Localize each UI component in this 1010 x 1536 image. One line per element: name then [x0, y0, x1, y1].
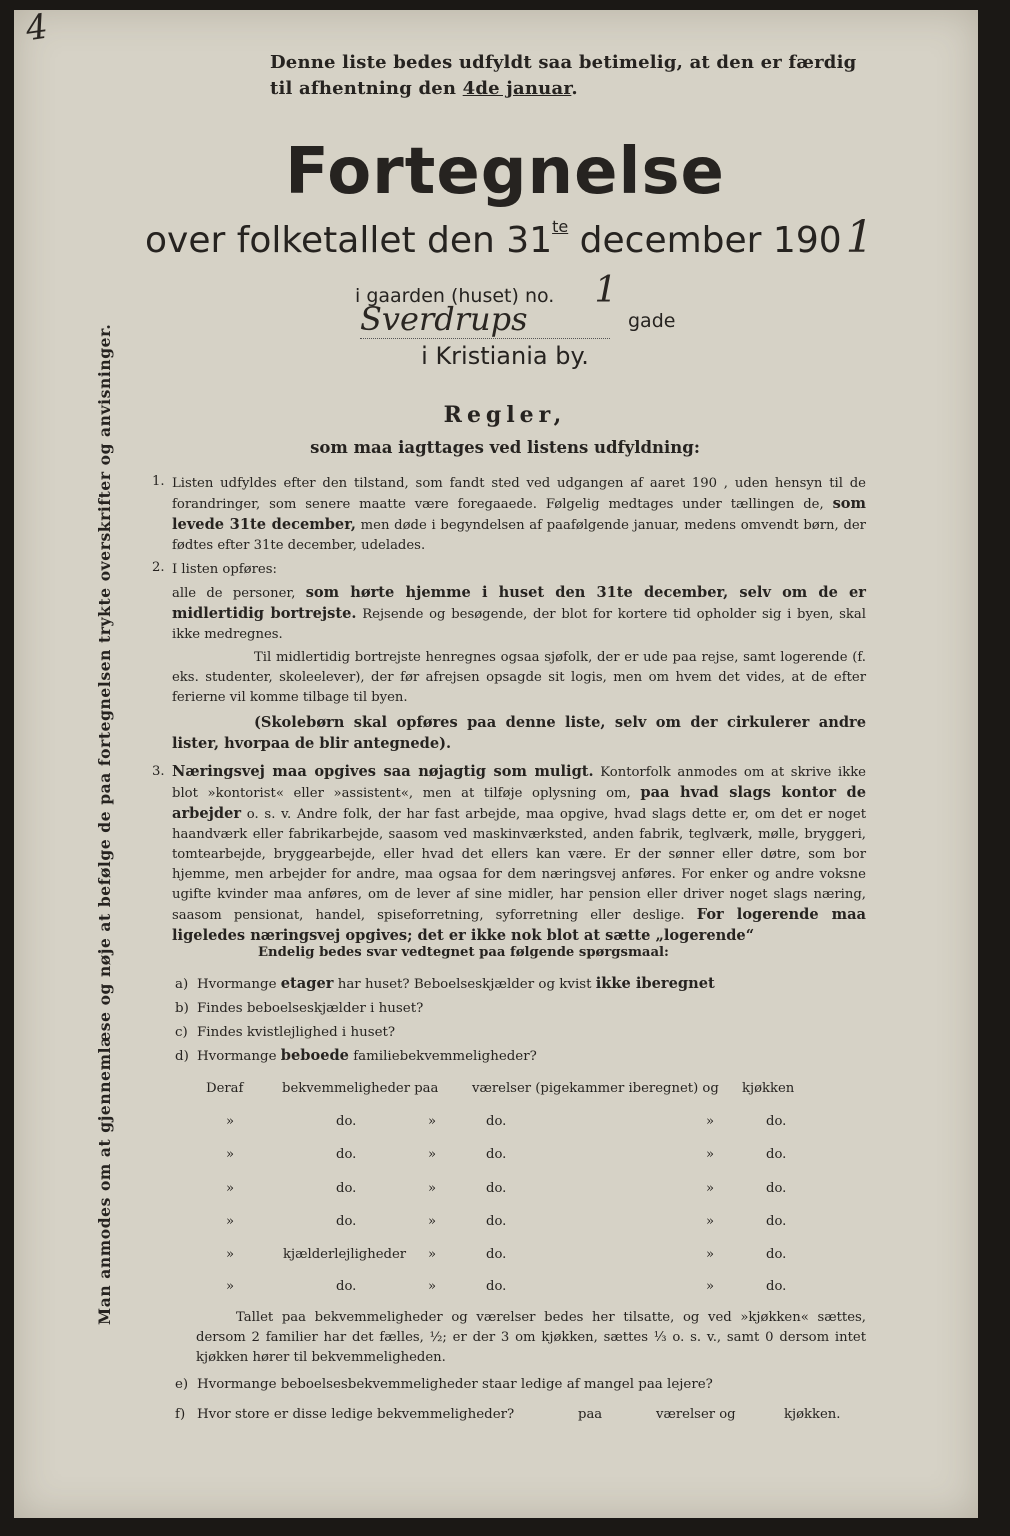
question-a-mid: har huset? Beboelseskjælder og kvist	[333, 977, 596, 992]
rule-1-text	[172, 474, 866, 556]
row-5-kjaelder: kjælderlejligheder	[283, 1247, 407, 1262]
page-title: Fortegnelse	[285, 135, 725, 209]
row-1-do-3: do.	[766, 1114, 787, 1129]
row-3-do-1: do.	[336, 1181, 357, 1196]
rules-title: Regler,	[443, 402, 567, 428]
subtitle-sup: te	[552, 217, 569, 236]
question-c-text: Findes kvistlejlighed i huset?	[197, 1025, 396, 1040]
table-header-deraf: Deraf	[206, 1081, 244, 1096]
question-f-kjokken: kjøkken.	[784, 1407, 841, 1422]
rule-2-number: 2.	[152, 560, 165, 575]
question-f-label: f)	[175, 1407, 186, 1422]
row-6-mark-1: »	[226, 1279, 235, 1294]
question-d-bold: beboede	[280, 1047, 349, 1064]
question-f-text: Hvor store er disse ledige bekvemmeligheder?	[197, 1407, 515, 1422]
row-6-do-3: do.	[766, 1279, 787, 1294]
rule-3-part-a: Kontorfolk anmodes om at skrive ikke blot »kontorist« eller »assistent«, men at tilføje oplysning om,	[172, 765, 866, 801]
table-header-vaerelser: værelser (pigekammer iberegnet) og	[472, 1081, 719, 1096]
row-4-do-2: do.	[486, 1214, 507, 1229]
row-6-do-2: do.	[486, 1279, 507, 1294]
questions-title: Endelig bedes svar vedtegnet paa følgende spørgsmaal:	[258, 945, 669, 960]
question-b-label: b)	[175, 1001, 189, 1016]
rule-3-part-b: o. s. v. Andre folk, der har fast arbejde, maa opgive, hvad slags dette er, om det er noget haandværk eller fabrikarbejde, saasom ved maskinværksted, anden fabrik, teglværk, mølle, bryggeri, tomtearbejde, bryggearbejde, eller hvad det ellers kan være. Er der sønner eller døtre, som bor hjemme, men arbejder for andre, maa ogsaa for dem næringsvej anføres. For enker og andre voksne ugifte kvinder maa anføres, om de lever af sine midler, har pension eller driver noget slags næring, saasom pensionat, handel, spiseforretning, syforretning eller deslige.	[172, 807, 866, 923]
row-6-mark-2: »	[428, 1279, 437, 1294]
header-note-end: .	[571, 78, 578, 99]
rule-1-bold: som levede 31te december,	[172, 495, 866, 533]
row-4-mark-1: »	[226, 1214, 235, 1229]
row-2-do-3: do.	[766, 1147, 787, 1162]
rule-2-bold: som hørte hjemme i huset den 31te december, selv om de er midlertidig bortrejste.	[172, 584, 866, 622]
row-1-mark-2: »	[428, 1114, 437, 1129]
city-line: i Kristiania by.	[421, 342, 589, 370]
rules-subtitle: som maa iagttages ved listens udfyldning:	[310, 438, 700, 457]
street-line	[360, 300, 690, 340]
handwritten-year: 1	[845, 212, 874, 263]
house-number-value: 1	[594, 270, 618, 311]
question-e-label: e)	[175, 1377, 189, 1392]
question-d-pre: Hvormange	[197, 1049, 281, 1064]
page-number-mark: 4	[23, 6, 51, 50]
header-note-date: 4de januar	[462, 78, 572, 99]
side-note: Man anmodes om at gjennemlæse og nøje at befølge de paa fortegnelsen trykte overskrifter og anvisninger.	[95, 323, 114, 1325]
rule-2-part-b: Rejsende og besøgende, der blot for kortere tid opholder sig i byen, skal ikke medregnes.	[172, 607, 866, 642]
row-2-mark-2: »	[428, 1147, 437, 1162]
question-d	[175, 1047, 537, 1064]
rule-3-bold-2: paa hvad slags kontor de arbejder	[172, 784, 867, 822]
row-5-mark-3: »	[706, 1247, 715, 1262]
row-4-do-3: do.	[766, 1214, 787, 1229]
row-3-do-2: do.	[486, 1181, 507, 1196]
page-subtitle	[145, 212, 874, 263]
subtitle-middle: december 190	[568, 220, 842, 261]
question-f-paa: paa	[578, 1407, 603, 1422]
question-a	[175, 975, 715, 992]
question-b	[175, 1001, 423, 1016]
row-1-mark-3: »	[706, 1114, 715, 1129]
rule-1-number: 1.	[152, 474, 165, 489]
row-3-mark-2: »	[428, 1181, 437, 1196]
row-1-do-1: do.	[336, 1114, 357, 1129]
row-4-do-1: do.	[336, 1214, 357, 1229]
question-e-text: Hvormange beboelsesbekvemmeligheder staar ledige af mangel paa lejere?	[197, 1377, 713, 1392]
row-2-do-2: do.	[486, 1147, 507, 1162]
table-note: Tallet paa bekvemmeligheder og værelser bedes her tilsatte, og ved »kjøkken« sættes, dersom 2 familier har det fælles, ½; er der 3 om kjøkken, sættes ⅓ o. s. v., samt 0 dersom intet kjøkken hører til bekvemmeligheden.	[196, 1310, 866, 1365]
row-2-do-1: do.	[336, 1147, 357, 1162]
street-name: Sverdrups	[360, 300, 610, 339]
rule-1-part-a: Listen udfyldes efter den tilstand, som fandt sted ved udgangen af aaret 190 , uden hensyn til de forandringer, som senere maatte være foregaaede. Følgelig medtages under tællingen de,	[172, 476, 866, 512]
row-2-mark-3: »	[706, 1147, 715, 1162]
rule-2-part-a: alle de personer,	[172, 586, 306, 601]
question-c	[175, 1025, 395, 1040]
row-6-do-1: do.	[336, 1279, 357, 1294]
row-1-mark-1: »	[226, 1114, 235, 1129]
question-d-label: d)	[175, 1049, 189, 1064]
table-header-bekvemmeligheder: bekvemmeligheder paa	[282, 1081, 439, 1096]
rule-2-text	[172, 583, 866, 645]
header-note	[270, 50, 870, 102]
question-c-label: c)	[175, 1025, 188, 1040]
row-5-do-3: do.	[766, 1247, 787, 1262]
header-note-text: Denne liste bedes udfyldt saa betimelig, at den er færdig til afhentning den	[270, 52, 857, 99]
question-b-text: Findes beboelseskjælder i huset?	[197, 1001, 424, 1016]
row-4-mark-2: »	[428, 1214, 437, 1229]
question-a-bold-2: ikke iberegnet	[595, 975, 715, 992]
question-a-pre: Hvormange	[197, 977, 281, 992]
rule-2-paragraph-3: (Skolebørn skal opføres paa denne liste, selv om der cirkulerer andre lister, hvorpaa de blir antegnede).	[172, 714, 866, 752]
question-d-mid: familiebekvemmeligheder?	[348, 1049, 537, 1064]
row-4-mark-3: »	[706, 1214, 715, 1229]
rule-2-paragraph-2: Til midlertidig bortrejste henregnes ogsaa sjøfolk, der er ude paa rejse, samt logerende (f. eks. studenter, skoleelever), der før afrejsen opsagde sit logis, men om hvem det vides, at de efter ferierne vil komme tilbage til byen.	[172, 650, 866, 705]
gaarden-label: i gaarden (huset) no.	[355, 285, 555, 307]
question-e	[175, 1377, 713, 1392]
question-f-vaerelser: værelser og	[656, 1407, 736, 1422]
row-5-mark-1: »	[226, 1247, 235, 1262]
row-2-mark-1: »	[226, 1147, 235, 1162]
rule-3-bold-3: For logerende maa ligeledes næringsvej opgives; det er ikke nok blot at sætte „logerende“	[172, 906, 866, 944]
row-3-mark-3: »	[706, 1181, 715, 1196]
question-a-bold: etager	[280, 975, 334, 992]
row-5-mark-2: »	[428, 1247, 437, 1262]
rule-3-bold-1: Næringsvej maa opgives saa nøjagtig som muligt.	[172, 763, 594, 780]
table-header-kjokken: kjøkken	[742, 1081, 795, 1096]
rule-3-number: 3.	[152, 764, 165, 779]
row-3-do-3: do.	[766, 1181, 787, 1196]
subtitle-prefix: over folketallet den 31	[145, 220, 553, 261]
rule-2-intro: I listen opføres:	[172, 562, 277, 577]
row-5-do-2: do.	[486, 1247, 507, 1262]
rule-1-part-b: men døde i begyndelsen af paafølgende januar, medens omvendt børn, der fødtes efter 31te december, udelades.	[172, 518, 866, 553]
row-6-mark-3: »	[706, 1279, 715, 1294]
gade-label: gade	[628, 310, 676, 332]
row-1-do-2: do.	[486, 1114, 507, 1129]
rule-3-text	[172, 762, 866, 947]
question-a-label: a)	[175, 977, 189, 992]
row-3-mark-1: »	[226, 1181, 235, 1196]
question-f	[175, 1407, 875, 1422]
